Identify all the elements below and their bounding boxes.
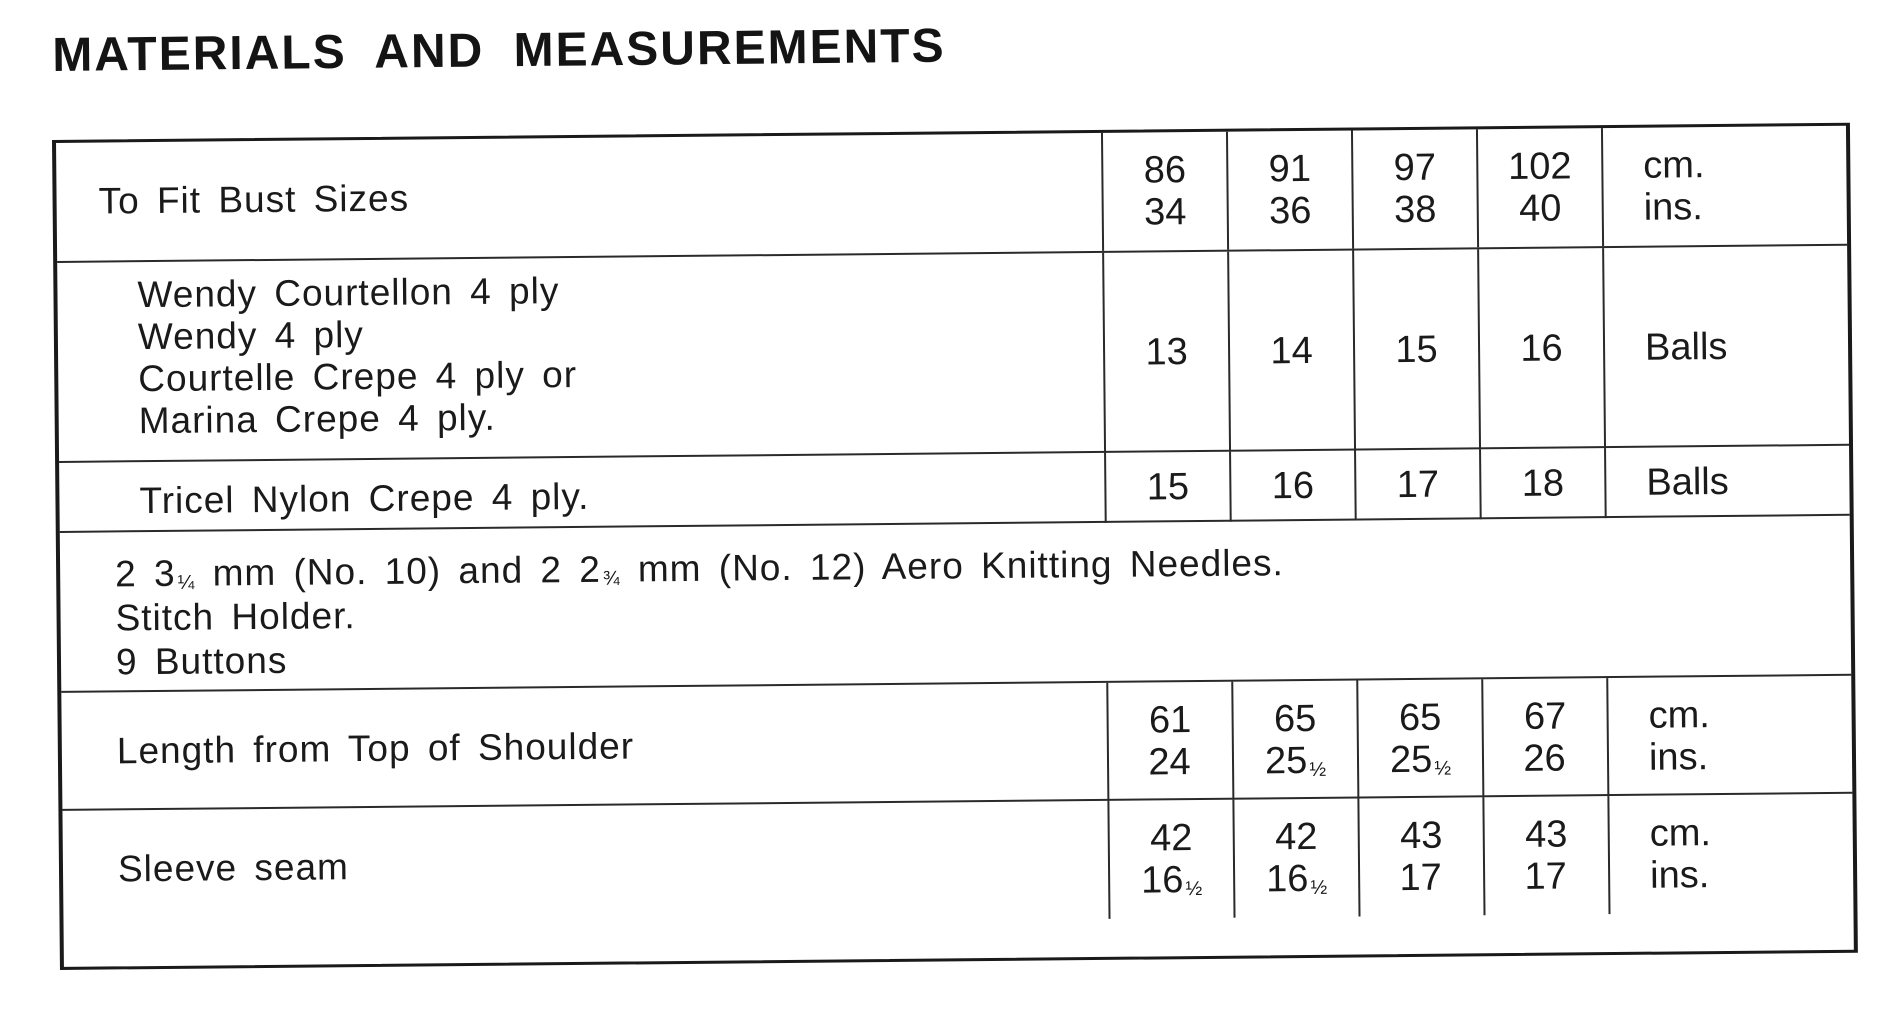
- needles-text-part: 2 3: [114, 552, 176, 595]
- bust-ins-value: 40: [1518, 187, 1562, 230]
- tricel-balls-cell: [1354, 449, 1480, 520]
- length-label: Length from Top of Shoulder: [116, 725, 635, 772]
- bust-size-row: [56, 126, 1847, 261]
- bust-size-cell: [1226, 131, 1352, 250]
- sleeve-cell: [1232, 798, 1358, 917]
- yarn-name: Marina Crepe 4 ply.: [138, 396, 497, 442]
- bust-cm-value: 102: [1507, 145, 1572, 189]
- fraction-half: ½: [1309, 758, 1327, 781]
- unit-ins: ins.: [1649, 854, 1710, 897]
- length-cm-value: 65: [1398, 696, 1442, 740]
- tricel-balls-value: 18: [1521, 462, 1565, 505]
- bust-size-cell: [1351, 129, 1477, 248]
- bust-ins-value: 38: [1393, 188, 1437, 232]
- bust-ins-value: 34: [1143, 191, 1187, 234]
- sleeve-ins-value: [1524, 855, 1569, 897]
- sleeve-ins-whole: 16: [1140, 859, 1184, 902]
- yarn-name: Wendy 4 ply: [137, 314, 365, 358]
- sleeve-ins-value: [1266, 858, 1327, 901]
- yarn-unit-cell: [1602, 246, 1804, 448]
- tricel-balls-value: 17: [1396, 463, 1440, 507]
- buttons-line: 9 Buttons: [115, 639, 288, 683]
- tricel-balls-value: 16: [1271, 464, 1315, 508]
- fraction-half: ½: [1185, 877, 1203, 901]
- length-ins-value: [1390, 739, 1451, 782]
- length-cm-value: 67: [1523, 695, 1567, 738]
- length-cm-value: 61: [1148, 699, 1192, 742]
- tricel-balls-value: 15: [1146, 466, 1190, 509]
- yarn-balls-value: 16: [1520, 327, 1563, 370]
- needles-row: [60, 514, 1851, 693]
- yarn-balls-cell: [1477, 248, 1604, 449]
- needles-text: [115, 541, 1285, 684]
- sleeve-unit-cell: [1607, 794, 1808, 914]
- tricel-balls-cell: [1104, 452, 1230, 523]
- unit-ins: ins.: [1643, 186, 1704, 229]
- length-ins-value: [1265, 740, 1326, 783]
- needles-text-part: mm (No. 12) Aero Knitting Needles.: [620, 542, 1284, 590]
- yarn-balls-cell: [1227, 251, 1354, 452]
- length-ins-value: [1148, 741, 1193, 783]
- bust-size-label: To Fit Bust Sizes: [98, 177, 410, 222]
- sleeve-row: [62, 792, 1853, 929]
- page-title: MATERIALS AND MEASUREMENTS: [52, 19, 946, 82]
- tricel-balls-cell: [1229, 451, 1355, 522]
- yarn-balls-cell: [1102, 252, 1229, 453]
- sleeve-ins-value: [1141, 859, 1202, 902]
- fraction-half: ½: [1310, 876, 1328, 899]
- fraction-half: ½: [1434, 757, 1452, 780]
- length-ins-value: [1523, 737, 1568, 779]
- unit-balls: Balls: [1646, 460, 1729, 504]
- yarn-name: Wendy Courtellon 4 ply: [137, 270, 560, 316]
- sleeve-ins-whole: 16: [1265, 857, 1309, 901]
- sleeve-ins-whole: 17: [1524, 855, 1567, 898]
- sleeve-cm-value: 43: [1524, 813, 1568, 856]
- unit-ins: ins.: [1648, 736, 1709, 779]
- yarn-list: [137, 270, 577, 442]
- length-ins-whole: 26: [1523, 737, 1566, 780]
- bust-unit-cell: [1601, 126, 1802, 246]
- length-ins-whole: 25: [1389, 738, 1433, 782]
- length-row: [61, 674, 1852, 811]
- length-cm-value: 65: [1273, 697, 1317, 741]
- bust-cm-value: 91: [1268, 147, 1312, 191]
- length-unit-cell: [1606, 676, 1807, 796]
- sleeve-cm-value: 42: [1149, 817, 1193, 860]
- bust-cm-value: 86: [1143, 149, 1187, 192]
- length-cell: [1481, 678, 1607, 797]
- fraction-quarter: ¼: [177, 571, 196, 594]
- yarn-balls-value: 14: [1270, 329, 1313, 373]
- materials-table: [52, 123, 1858, 970]
- length-ins-whole: 25: [1264, 739, 1308, 783]
- sleeve-cm-value: 43: [1399, 814, 1443, 858]
- yarn-balls-cell: [1352, 249, 1479, 450]
- sleeve-label: Sleeve seam: [117, 846, 350, 890]
- tricel-label: Tricel Nylon Crepe 4 ply.: [139, 475, 590, 522]
- unit-balls: Balls: [1644, 325, 1728, 369]
- fraction-three-quarter: ¾: [602, 567, 621, 590]
- yarn-row: [57, 244, 1849, 463]
- sleeve-ins-whole: 17: [1399, 856, 1442, 900]
- sleeve-cell: [1482, 796, 1608, 915]
- tricel-unit-cell: [1604, 446, 1805, 518]
- bust-ins-value: 36: [1268, 189, 1312, 233]
- sleeve-cell: [1107, 800, 1233, 919]
- unit-cm: cm.: [1643, 144, 1705, 187]
- stitch-holder-line: Stitch Holder.: [115, 595, 356, 639]
- length-ins-whole: 24: [1148, 741, 1191, 784]
- bust-size-cell: [1101, 132, 1227, 251]
- yarn-balls-value: 13: [1145, 331, 1188, 374]
- sleeve-ins-value: [1399, 857, 1444, 899]
- bust-cm-value: 97: [1393, 146, 1437, 190]
- needles-text-part: mm (No. 10) and 2 2: [195, 548, 602, 594]
- sleeve-cm-value: 42: [1274, 815, 1318, 859]
- yarn-name: Courtelle Crepe 4 ply or: [138, 353, 578, 400]
- length-cell: [1231, 681, 1357, 800]
- tricel-balls-cell: [1479, 448, 1605, 519]
- sleeve-cell: [1357, 797, 1483, 916]
- yarn-balls-value: 15: [1395, 328, 1438, 372]
- length-cell: [1106, 682, 1232, 801]
- unit-cm: cm.: [1648, 694, 1711, 737]
- bust-size-cell: [1476, 128, 1602, 247]
- unit-cm: cm.: [1649, 812, 1712, 855]
- length-cell: [1356, 679, 1482, 798]
